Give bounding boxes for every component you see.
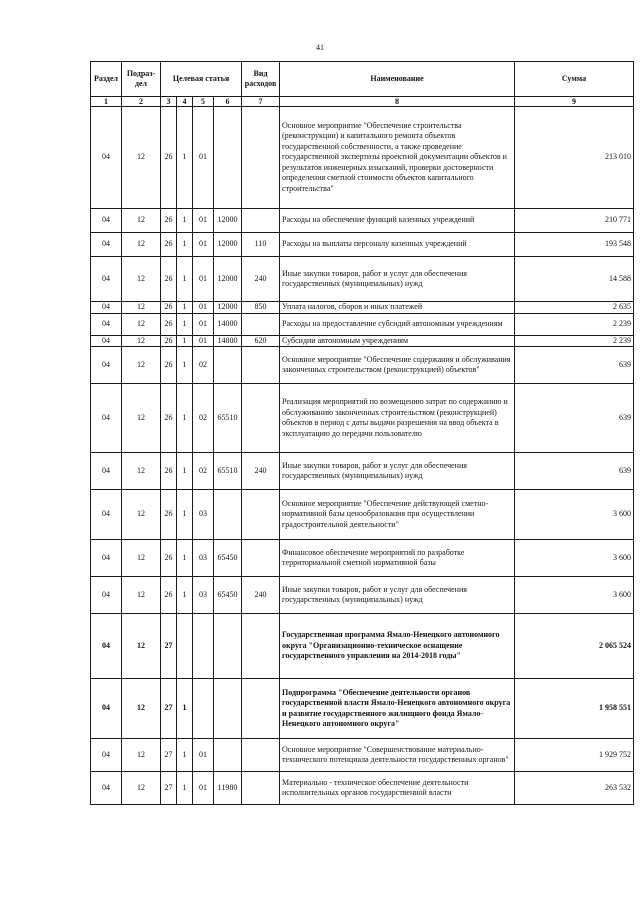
column-number: 4 — [177, 97, 193, 107]
cell-amount: 639 — [515, 347, 634, 384]
cell-target-program: 26 — [161, 257, 177, 302]
cell-section: 04 — [91, 490, 122, 540]
cell-expense-type: 620 — [242, 335, 280, 347]
cell-target-event: 01 — [193, 739, 214, 772]
cell-target-event: 01 — [193, 107, 214, 209]
page-number: 41 — [316, 43, 324, 52]
cell-section: 04 — [91, 384, 122, 453]
table-row — [91, 739, 634, 772]
column-number: 7 — [242, 97, 280, 107]
cell-amount: 213 010 — [515, 107, 634, 209]
cell-target-subprogram: 1 — [177, 772, 193, 805]
table-row — [91, 335, 634, 347]
cell-subsection: 12 — [122, 384, 161, 453]
cell-name: Уплата налогов, сборов и иных платежей — [280, 302, 515, 314]
cell-target-program: 26 — [161, 233, 177, 257]
cell-section: 04 — [91, 614, 122, 679]
cell-target-direction: 12000 — [214, 302, 242, 314]
cell-expense-type — [242, 209, 280, 233]
cell-subsection: 12 — [122, 335, 161, 347]
column-number: 2 — [122, 97, 161, 107]
column-number: 1 — [91, 97, 122, 107]
table-row — [91, 490, 634, 540]
table-row — [91, 614, 634, 679]
cell-expense-type — [242, 490, 280, 540]
cell-target-direction: 65450 — [214, 540, 242, 577]
cell-target-event — [193, 614, 214, 679]
cell-section: 04 — [91, 577, 122, 614]
cell-amount: 2 239 — [515, 313, 634, 335]
cell-target-event: 01 — [193, 233, 214, 257]
cell-target-direction: 65510 — [214, 384, 242, 453]
cell-target-direction — [214, 490, 242, 540]
cell-subsection: 12 — [122, 772, 161, 805]
cell-name: Основное мероприятие "Обеспечение содержания и обслуживания законченных строительством (реконструкцией) объектов" — [280, 347, 515, 384]
cell-target-direction: 14000 — [214, 335, 242, 347]
column-number: 6 — [214, 97, 242, 107]
cell-target-direction — [214, 347, 242, 384]
cell-subsection: 12 — [122, 540, 161, 577]
cell-target-event: 01 — [193, 257, 214, 302]
cell-name: Иные закупки товаров, работ и услуг для обеспечения государственных (муниципальных) нужд — [280, 577, 515, 614]
cell-target-subprogram: 1 — [177, 302, 193, 314]
cell-expense-type — [242, 739, 280, 772]
cell-subsection: 12 — [122, 209, 161, 233]
header-name: Наименование — [280, 62, 515, 97]
cell-name: Иные закупки товаров, работ и услуг для обеспечения государственных (муниципальных) нужд — [280, 257, 515, 302]
table-row — [91, 233, 634, 257]
cell-name: Материально - техническое обеспечение деятельности исполнительных органов государственной власти — [280, 772, 515, 805]
cell-expense-type — [242, 107, 280, 209]
cell-subsection: 12 — [122, 233, 161, 257]
cell-target-event: 03 — [193, 540, 214, 577]
cell-target-event: 01 — [193, 335, 214, 347]
cell-target-program: 26 — [161, 384, 177, 453]
table-row — [91, 453, 634, 490]
cell-amount: 3 600 — [515, 540, 634, 577]
cell-section: 04 — [91, 772, 122, 805]
cell-amount: 3 600 — [515, 490, 634, 540]
cell-target-program: 27 — [161, 739, 177, 772]
cell-section: 04 — [91, 209, 122, 233]
cell-name: Реализация мероприятий по возмещению затрат по содержанию и обслуживанию законченных строительством (реконструкцией) объектов в период с даты выдачи разрешения на ввод объекта в эксплуатацию до передачи пользователю — [280, 384, 515, 453]
cell-subsection: 12 — [122, 453, 161, 490]
cell-name: Субсидии автономным учреждениям — [280, 335, 515, 347]
cell-target-subprogram: 1 — [177, 577, 193, 614]
cell-target-direction — [214, 679, 242, 739]
cell-target-program: 27 — [161, 679, 177, 739]
cell-target-event — [193, 679, 214, 739]
cell-target-subprogram: 1 — [177, 490, 193, 540]
cell-amount: 14 588 — [515, 257, 634, 302]
cell-target-program: 26 — [161, 540, 177, 577]
cell-target-subprogram: 1 — [177, 679, 193, 739]
cell-expense-type — [242, 540, 280, 577]
cell-expense-type — [242, 614, 280, 679]
cell-amount: 263 532 — [515, 772, 634, 805]
cell-section: 04 — [91, 313, 122, 335]
cell-name: Финансовое обеспечение мероприятий по разработке территориальной сметной нормативной базы — [280, 540, 515, 577]
cell-target-subprogram: 1 — [177, 540, 193, 577]
cell-target-subprogram — [177, 614, 193, 679]
cell-target-program: 26 — [161, 453, 177, 490]
cell-amount: 639 — [515, 453, 634, 490]
cell-target-program: 26 — [161, 107, 177, 209]
cell-target-subprogram: 1 — [177, 233, 193, 257]
cell-target-program: 26 — [161, 313, 177, 335]
cell-target-direction: 65450 — [214, 577, 242, 614]
cell-section: 04 — [91, 257, 122, 302]
cell-target-subprogram: 1 — [177, 453, 193, 490]
table-row — [91, 772, 634, 805]
cell-expense-type — [242, 772, 280, 805]
table-row — [91, 302, 634, 314]
cell-target-event: 01 — [193, 209, 214, 233]
cell-subsection: 12 — [122, 302, 161, 314]
cell-target-direction — [214, 107, 242, 209]
cell-target-subprogram: 1 — [177, 347, 193, 384]
cell-target-event: 02 — [193, 384, 214, 453]
cell-target-subprogram: 1 — [177, 335, 193, 347]
cell-subsection: 12 — [122, 739, 161, 772]
cell-name: Основное мероприятие "Совершенствование материально-технического потенциала деятельности государственных органов" — [280, 739, 515, 772]
cell-expense-type: 110 — [242, 233, 280, 257]
cell-section: 04 — [91, 335, 122, 347]
table-row — [91, 347, 634, 384]
table-row — [91, 540, 634, 577]
column-number: 5 — [193, 97, 214, 107]
column-number: 3 — [161, 97, 177, 107]
cell-amount: 639 — [515, 384, 634, 453]
header-target-article: Целевая статья — [161, 62, 242, 97]
cell-expense-type: 850 — [242, 302, 280, 314]
cell-target-event: 03 — [193, 490, 214, 540]
cell-target-program: 26 — [161, 209, 177, 233]
cell-target-direction — [214, 739, 242, 772]
cell-target-subprogram: 1 — [177, 739, 193, 772]
table-row — [91, 107, 634, 209]
cell-amount: 2 635 — [515, 302, 634, 314]
table-row — [91, 679, 634, 739]
cell-section: 04 — [91, 679, 122, 739]
cell-target-program: 26 — [161, 347, 177, 384]
column-number: 8 — [280, 97, 515, 107]
budget-table — [90, 61, 634, 805]
table-row — [91, 257, 634, 302]
cell-target-event: 01 — [193, 772, 214, 805]
cell-amount: 193 548 — [515, 233, 634, 257]
header-section: Раздел — [91, 62, 122, 97]
cell-section: 04 — [91, 739, 122, 772]
cell-target-event: 02 — [193, 347, 214, 384]
cell-target-direction: 11980 — [214, 772, 242, 805]
cell-target-event: 02 — [193, 453, 214, 490]
cell-target-subprogram: 1 — [177, 257, 193, 302]
cell-subsection: 12 — [122, 577, 161, 614]
cell-target-program: 26 — [161, 302, 177, 314]
table-row — [91, 577, 634, 614]
column-numbers-row — [91, 97, 634, 107]
cell-amount: 1 929 752 — [515, 739, 634, 772]
cell-target-direction: 12000 — [214, 233, 242, 257]
cell-name: Основное мероприятие "Обеспечение строительства (реконструкции) и капитального ремонта объектов государственной собственности, а также проведение государственной экспертизы проектной документации объектов и результатов инженерных изысканий, проверки достоверности определения сметной стоимости объектов капитального строительства" — [280, 107, 515, 209]
cell-expense-type — [242, 313, 280, 335]
cell-amount: 3 600 — [515, 577, 634, 614]
header-row — [91, 62, 634, 97]
cell-section: 04 — [91, 540, 122, 577]
cell-subsection: 12 — [122, 347, 161, 384]
cell-target-subprogram: 1 — [177, 107, 193, 209]
cell-subsection: 12 — [122, 490, 161, 540]
cell-expense-type: 240 — [242, 257, 280, 302]
cell-target-program: 27 — [161, 614, 177, 679]
cell-subsection: 12 — [122, 257, 161, 302]
cell-expense-type: 240 — [242, 577, 280, 614]
cell-subsection: 12 — [122, 679, 161, 739]
cell-target-subprogram: 1 — [177, 313, 193, 335]
cell-section: 04 — [91, 347, 122, 384]
cell-subsection: 12 — [122, 614, 161, 679]
cell-target-subprogram: 1 — [177, 384, 193, 453]
cell-name: Подпрограмма "Обеспечение деятельности органов государственной власти Ямало-Ненецкого автономного округа и развитие государственного жилищного фонда Ямало-Ненецкого автономного округа" — [280, 679, 515, 739]
cell-target-program: 26 — [161, 490, 177, 540]
table-row — [91, 313, 634, 335]
cell-expense-type: 240 — [242, 453, 280, 490]
cell-subsection: 12 — [122, 107, 161, 209]
cell-name: Расходы на выплаты персоналу казенных учреждений — [280, 233, 515, 257]
cell-target-event: 03 — [193, 577, 214, 614]
cell-section: 04 — [91, 302, 122, 314]
cell-target-direction — [214, 614, 242, 679]
cell-target-subprogram: 1 — [177, 209, 193, 233]
cell-expense-type — [242, 347, 280, 384]
cell-target-event: 01 — [193, 313, 214, 335]
cell-target-direction: 65510 — [214, 453, 242, 490]
cell-expense-type — [242, 384, 280, 453]
cell-name: Иные закупки товаров, работ и услуг для обеспечения государственных (муниципальных) нужд — [280, 453, 515, 490]
cell-target-program: 26 — [161, 577, 177, 614]
cell-name: Расходы на предоставление субсидий автономным учреждениям — [280, 313, 515, 335]
cell-target-direction: 12000 — [214, 257, 242, 302]
cell-target-direction: 14000 — [214, 313, 242, 335]
cell-amount: 1 958 551 — [515, 679, 634, 739]
header-expense-type: Вид расходов — [242, 62, 280, 97]
cell-section: 04 — [91, 233, 122, 257]
cell-subsection: 12 — [122, 313, 161, 335]
column-number: 9 — [515, 97, 634, 107]
cell-target-program: 27 — [161, 772, 177, 805]
cell-section: 04 — [91, 107, 122, 209]
table-row — [91, 209, 634, 233]
header-amount: Сумма — [515, 62, 634, 97]
cell-amount: 2 239 — [515, 335, 634, 347]
cell-expense-type — [242, 679, 280, 739]
cell-name: Основное мероприятие "Обеспечение действующей сметно-нормативной базы ценообразования при осуществлении градостроительной деятельности" — [280, 490, 515, 540]
cell-name: Расходы на обеспечение функций казенных учреждений — [280, 209, 515, 233]
cell-name: Государственная программа Ямало-Ненецкого автономного округа "Организационно-техническое оснащение государственного управления на 2014-2018 годы" — [280, 614, 515, 679]
cell-target-event: 01 — [193, 302, 214, 314]
table-row — [91, 384, 634, 453]
cell-amount: 210 771 — [515, 209, 634, 233]
cell-target-direction: 12000 — [214, 209, 242, 233]
cell-target-program: 26 — [161, 335, 177, 347]
cell-amount: 2 065 524 — [515, 614, 634, 679]
header-subsection: Подраз-дел — [122, 62, 161, 97]
cell-section: 04 — [91, 453, 122, 490]
